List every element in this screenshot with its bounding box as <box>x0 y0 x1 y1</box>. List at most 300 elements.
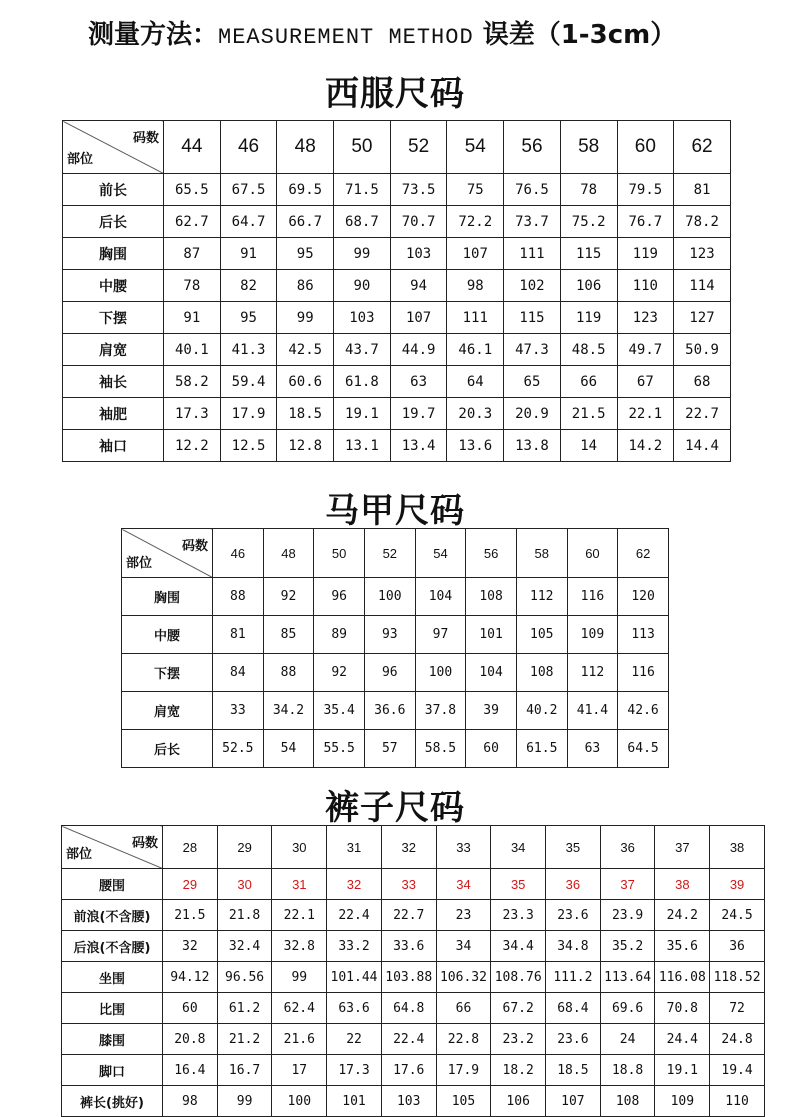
value-cell: 108 <box>516 654 567 692</box>
value-cell: 21.2 <box>217 1024 272 1055</box>
value-cell: 100 <box>364 578 415 616</box>
value-cell: 66.7 <box>277 206 334 238</box>
table-row <box>63 334 731 366</box>
value-cell: 12.2 <box>164 430 221 462</box>
value-cell: 34.4 <box>491 931 546 962</box>
value-cell: 39 <box>710 869 765 900</box>
corner-size-label: 码数 <box>181 539 208 554</box>
value-cell: 32 <box>163 931 218 962</box>
value-cell: 107 <box>390 302 447 334</box>
value-cell: 69.5 <box>277 174 334 206</box>
vest-size-table <box>121 528 669 768</box>
size-header-cell: 37 <box>655 826 710 869</box>
value-cell: 70.8 <box>655 993 710 1024</box>
value-cell: 16.7 <box>217 1055 272 1086</box>
value-cell: 116 <box>618 654 669 692</box>
value-cell: 65.5 <box>164 174 221 206</box>
size-header-cell: 46 <box>220 121 277 174</box>
value-cell: 35 <box>491 869 546 900</box>
value-cell: 105 <box>516 616 567 654</box>
size-header-cell: 29 <box>217 826 272 869</box>
value-cell: 58.2 <box>164 366 221 398</box>
value-cell: 98 <box>447 270 504 302</box>
value-cell: 68 <box>674 366 731 398</box>
value-cell: 112 <box>516 578 567 616</box>
row-label: 中腰 <box>63 270 164 302</box>
value-cell: 108.76 <box>491 962 546 993</box>
value-cell: 13.6 <box>447 430 504 462</box>
value-cell: 78.2 <box>674 206 731 238</box>
value-cell: 46.1 <box>447 334 504 366</box>
table-row <box>62 1024 765 1055</box>
value-cell: 44.9 <box>390 334 447 366</box>
value-cell: 85 <box>263 616 314 654</box>
value-cell: 22.4 <box>381 1024 436 1055</box>
table-row <box>63 206 731 238</box>
value-cell: 118.52 <box>710 962 765 993</box>
value-cell: 111 <box>447 302 504 334</box>
value-cell: 67 <box>617 366 674 398</box>
value-cell: 109 <box>655 1086 710 1117</box>
value-cell: 91 <box>164 302 221 334</box>
value-cell: 12.8 <box>277 430 334 462</box>
value-cell: 60 <box>466 730 517 768</box>
value-cell: 106.32 <box>436 962 491 993</box>
table-row <box>63 302 731 334</box>
value-cell: 68.7 <box>334 206 391 238</box>
value-cell: 127 <box>674 302 731 334</box>
value-cell: 99 <box>217 1086 272 1117</box>
value-cell: 18.2 <box>491 1055 546 1086</box>
table-row <box>62 900 765 931</box>
value-cell: 92 <box>314 654 365 692</box>
value-cell: 47.3 <box>504 334 561 366</box>
value-cell: 106 <box>491 1086 546 1117</box>
size-header-cell: 46 <box>213 529 264 578</box>
value-cell: 24.2 <box>655 900 710 931</box>
header-label: 测量方法： <box>88 20 219 50</box>
value-cell: 95 <box>277 238 334 270</box>
value-cell: 32.4 <box>217 931 272 962</box>
value-cell: 59.4 <box>220 366 277 398</box>
value-cell: 14.4 <box>674 430 731 462</box>
value-cell: 88 <box>213 578 264 616</box>
value-cell: 22.1 <box>272 900 327 931</box>
value-cell: 21.5 <box>560 398 617 430</box>
value-cell: 14.2 <box>617 430 674 462</box>
value-cell: 17.3 <box>164 398 221 430</box>
value-cell: 67.5 <box>220 174 277 206</box>
value-cell: 114 <box>674 270 731 302</box>
value-cell: 21.5 <box>163 900 218 931</box>
value-cell: 23.9 <box>600 900 655 931</box>
size-header-cell: 38 <box>710 826 765 869</box>
value-cell: 101 <box>466 616 517 654</box>
value-cell: 40.1 <box>164 334 221 366</box>
size-header-row <box>63 121 731 174</box>
size-header-cell: 56 <box>504 121 561 174</box>
value-cell: 62.7 <box>164 206 221 238</box>
value-cell: 64.8 <box>381 993 436 1024</box>
value-cell: 34.2 <box>263 692 314 730</box>
value-cell: 34 <box>436 931 491 962</box>
value-cell: 75 <box>447 174 504 206</box>
value-cell: 68.4 <box>546 993 601 1024</box>
size-header-cell: 44 <box>164 121 221 174</box>
table-row <box>63 366 731 398</box>
value-cell: 22.7 <box>674 398 731 430</box>
value-cell: 18.5 <box>546 1055 601 1086</box>
size-header-cell: 54 <box>447 121 504 174</box>
value-cell: 39 <box>466 692 517 730</box>
value-cell: 95 <box>220 302 277 334</box>
measurement-header <box>88 14 676 51</box>
value-cell: 20.3 <box>447 398 504 430</box>
corner-cell <box>63 121 164 174</box>
size-header-cell: 48 <box>263 529 314 578</box>
value-cell: 20.9 <box>504 398 561 430</box>
row-label: 膝围 <box>62 1024 163 1055</box>
value-cell: 115 <box>504 302 561 334</box>
row-label: 胸围 <box>63 238 164 270</box>
value-cell: 64.7 <box>220 206 277 238</box>
value-cell: 33 <box>213 692 264 730</box>
value-cell: 113 <box>618 616 669 654</box>
corner-size-label: 码数 <box>131 836 158 851</box>
size-header-cell: 50 <box>314 529 365 578</box>
value-cell: 22.4 <box>327 900 382 931</box>
value-cell: 38 <box>655 869 710 900</box>
value-cell: 21.8 <box>217 900 272 931</box>
value-cell: 123 <box>674 238 731 270</box>
corner-size-label: 码数 <box>132 131 159 146</box>
size-header-cell: 36 <box>600 826 655 869</box>
value-cell: 23.2 <box>491 1024 546 1055</box>
value-cell: 101.44 <box>327 962 382 993</box>
value-cell: 91 <box>220 238 277 270</box>
row-label: 肩宽 <box>122 692 213 730</box>
value-cell: 17.6 <box>381 1055 436 1086</box>
value-cell: 13.8 <box>504 430 561 462</box>
table-row <box>62 931 765 962</box>
value-cell: 22 <box>327 1024 382 1055</box>
value-cell: 103 <box>334 302 391 334</box>
value-cell: 78 <box>164 270 221 302</box>
size-header-cell: 62 <box>618 529 669 578</box>
value-cell: 84 <box>213 654 264 692</box>
value-cell: 33 <box>381 869 436 900</box>
value-cell: 119 <box>560 302 617 334</box>
value-cell: 48.5 <box>560 334 617 366</box>
value-cell: 41.3 <box>220 334 277 366</box>
table-row <box>63 238 731 270</box>
value-cell: 18.8 <box>600 1055 655 1086</box>
value-cell: 58.5 <box>415 730 466 768</box>
value-cell: 72 <box>710 993 765 1024</box>
table-row <box>62 993 765 1024</box>
value-cell: 97 <box>415 616 466 654</box>
value-cell: 61.2 <box>217 993 272 1024</box>
value-cell: 17.9 <box>436 1055 491 1086</box>
row-label: 袖口 <box>63 430 164 462</box>
value-cell: 37.8 <box>415 692 466 730</box>
value-cell: 106 <box>560 270 617 302</box>
row-label: 裤长(挑好) <box>62 1086 163 1117</box>
value-cell: 100 <box>272 1086 327 1117</box>
row-label: 比围 <box>62 993 163 1024</box>
size-header-cell: 56 <box>466 529 517 578</box>
value-cell: 24 <box>600 1024 655 1055</box>
value-cell: 107 <box>447 238 504 270</box>
value-cell: 37 <box>600 869 655 900</box>
size-header-cell: 50 <box>334 121 391 174</box>
row-label: 肩宽 <box>63 334 164 366</box>
value-cell: 79.5 <box>617 174 674 206</box>
value-cell: 103 <box>390 238 447 270</box>
value-cell: 19.1 <box>655 1055 710 1086</box>
size-header-cell: 33 <box>436 826 491 869</box>
value-cell: 99 <box>334 238 391 270</box>
value-cell: 112 <box>567 654 618 692</box>
value-cell: 17 <box>272 1055 327 1086</box>
value-cell: 18.5 <box>277 398 334 430</box>
value-cell: 32.8 <box>272 931 327 962</box>
row-label: 腰围 <box>62 869 163 900</box>
value-cell: 24.4 <box>655 1024 710 1055</box>
value-cell: 20.8 <box>163 1024 218 1055</box>
pants-title: 裤子尺码 <box>325 788 465 828</box>
value-cell: 76.7 <box>617 206 674 238</box>
value-cell: 65 <box>504 366 561 398</box>
corner-part-label: 部位 <box>67 152 94 167</box>
value-cell: 42.6 <box>618 692 669 730</box>
value-cell: 78 <box>560 174 617 206</box>
size-header-cell: 30 <box>272 826 327 869</box>
row-label: 下摆 <box>63 302 164 334</box>
value-cell: 31 <box>272 869 327 900</box>
value-cell: 89 <box>314 616 365 654</box>
value-cell: 105 <box>436 1086 491 1117</box>
size-header-cell: 31 <box>327 826 382 869</box>
value-cell: 35.4 <box>314 692 365 730</box>
value-cell: 116.08 <box>655 962 710 993</box>
size-header-cell: 54 <box>415 529 466 578</box>
value-cell: 17.3 <box>327 1055 382 1086</box>
value-cell: 94 <box>390 270 447 302</box>
value-cell: 22.7 <box>381 900 436 931</box>
size-header-cell: 32 <box>381 826 436 869</box>
value-cell: 94.12 <box>163 962 218 993</box>
value-cell: 22.8 <box>436 1024 491 1055</box>
value-cell: 63.6 <box>327 993 382 1024</box>
value-cell: 66 <box>560 366 617 398</box>
value-cell: 23.6 <box>546 1024 601 1055</box>
table-row <box>122 654 669 692</box>
size-header-cell: 52 <box>364 529 415 578</box>
value-cell: 57 <box>364 730 415 768</box>
value-cell: 32 <box>327 869 382 900</box>
value-cell: 17.9 <box>220 398 277 430</box>
row-label: 后浪(不含腰) <box>62 931 163 962</box>
row-label: 脚口 <box>62 1055 163 1086</box>
table-row <box>122 692 669 730</box>
value-cell: 98 <box>163 1086 218 1117</box>
value-cell: 23.3 <box>491 900 546 931</box>
value-cell: 19.4 <box>710 1055 765 1086</box>
size-header-cell: 34 <box>491 826 546 869</box>
row-label: 袖肥 <box>63 398 164 430</box>
value-cell: 33.6 <box>381 931 436 962</box>
value-cell: 35.2 <box>600 931 655 962</box>
value-cell: 33.2 <box>327 931 382 962</box>
row-label: 前长 <box>63 174 164 206</box>
value-cell: 23 <box>436 900 491 931</box>
value-cell: 100 <box>415 654 466 692</box>
corner-part-label: 部位 <box>66 847 93 862</box>
value-cell: 54 <box>263 730 314 768</box>
value-cell: 64.5 <box>618 730 669 768</box>
value-cell: 52.5 <box>213 730 264 768</box>
value-cell: 29 <box>163 869 218 900</box>
size-header-cell: 58 <box>560 121 617 174</box>
value-cell: 36 <box>546 869 601 900</box>
table-row <box>122 730 669 768</box>
value-cell: 73.5 <box>390 174 447 206</box>
value-cell: 13.1 <box>334 430 391 462</box>
value-cell: 19.7 <box>390 398 447 430</box>
value-cell: 66 <box>436 993 491 1024</box>
row-label: 后长 <box>63 206 164 238</box>
value-cell: 62.4 <box>272 993 327 1024</box>
value-cell: 92 <box>263 578 314 616</box>
row-label: 前浪(不含腰) <box>62 900 163 931</box>
table-row <box>62 962 765 993</box>
value-cell: 72.2 <box>447 206 504 238</box>
value-cell: 81 <box>674 174 731 206</box>
table-row <box>62 1086 765 1117</box>
value-cell: 99 <box>277 302 334 334</box>
table-row <box>63 398 731 430</box>
value-cell: 111 <box>504 238 561 270</box>
value-cell: 19.1 <box>334 398 391 430</box>
value-cell: 104 <box>415 578 466 616</box>
size-header-cell: 48 <box>277 121 334 174</box>
value-cell: 67.2 <box>491 993 546 1024</box>
row-label: 胸围 <box>122 578 213 616</box>
value-cell: 107 <box>546 1086 601 1117</box>
value-cell: 116 <box>567 578 618 616</box>
value-cell: 24.8 <box>710 1024 765 1055</box>
size-header-cell: 62 <box>674 121 731 174</box>
value-cell: 41.4 <box>567 692 618 730</box>
value-cell: 63 <box>390 366 447 398</box>
value-cell: 87 <box>164 238 221 270</box>
value-cell: 81 <box>213 616 264 654</box>
value-cell: 22.1 <box>617 398 674 430</box>
value-cell: 60.6 <box>277 366 334 398</box>
value-cell: 119 <box>617 238 674 270</box>
value-cell: 36 <box>710 931 765 962</box>
corner-part-label: 部位 <box>126 556 153 571</box>
size-header-cell: 28 <box>163 826 218 869</box>
value-cell: 40.2 <box>516 692 567 730</box>
table-row <box>122 616 669 654</box>
size-header-cell: 60 <box>567 529 618 578</box>
value-cell: 103 <box>381 1086 436 1117</box>
size-header-cell: 58 <box>516 529 567 578</box>
value-cell: 63 <box>567 730 618 768</box>
value-cell: 110 <box>617 270 674 302</box>
value-cell: 75.2 <box>560 206 617 238</box>
value-cell: 61.8 <box>334 366 391 398</box>
suit-title: 西服尺码 <box>325 74 465 114</box>
suit-size-table <box>62 120 731 462</box>
row-label: 袖长 <box>63 366 164 398</box>
value-cell: 23.6 <box>546 900 601 931</box>
row-label: 坐围 <box>62 962 163 993</box>
value-cell: 86 <box>277 270 334 302</box>
table-row <box>62 869 765 900</box>
value-cell: 108 <box>466 578 517 616</box>
value-cell: 34 <box>436 869 491 900</box>
value-cell: 55.5 <box>314 730 365 768</box>
row-label: 下摆 <box>122 654 213 692</box>
size-header-cell: 52 <box>390 121 447 174</box>
value-cell: 24.5 <box>710 900 765 931</box>
value-cell: 101 <box>327 1086 382 1117</box>
value-cell: 49.7 <box>617 334 674 366</box>
value-cell: 36.6 <box>364 692 415 730</box>
corner-cell <box>62 826 163 869</box>
value-cell: 109 <box>567 616 618 654</box>
size-header-row <box>62 826 765 869</box>
value-cell: 102 <box>504 270 561 302</box>
value-cell: 120 <box>618 578 669 616</box>
value-cell: 69.6 <box>600 993 655 1024</box>
value-cell: 34.8 <box>546 931 601 962</box>
value-cell: 60 <box>163 993 218 1024</box>
value-cell: 90 <box>334 270 391 302</box>
header-method: MEASUREMENT METHOD <box>218 25 474 50</box>
value-cell: 61.5 <box>516 730 567 768</box>
value-cell: 42.5 <box>277 334 334 366</box>
value-cell: 110 <box>710 1086 765 1117</box>
size-header-row <box>122 529 669 578</box>
pants-size-table <box>61 825 765 1117</box>
value-cell: 111.2 <box>546 962 601 993</box>
value-cell: 96.56 <box>217 962 272 993</box>
value-cell: 113.64 <box>600 962 655 993</box>
vest-title: 马甲尺码 <box>325 491 465 531</box>
value-cell: 103.88 <box>381 962 436 993</box>
table-row <box>63 270 731 302</box>
table-row <box>63 174 731 206</box>
value-cell: 21.6 <box>272 1024 327 1055</box>
value-cell: 76.5 <box>504 174 561 206</box>
value-cell: 35.6 <box>655 931 710 962</box>
table-row <box>122 578 669 616</box>
value-cell: 12.5 <box>220 430 277 462</box>
value-cell: 104 <box>466 654 517 692</box>
value-cell: 64 <box>447 366 504 398</box>
value-cell: 123 <box>617 302 674 334</box>
value-cell: 88 <box>263 654 314 692</box>
value-cell: 30 <box>217 869 272 900</box>
corner-cell <box>122 529 213 578</box>
table-row <box>63 430 731 462</box>
value-cell: 99 <box>272 962 327 993</box>
value-cell: 82 <box>220 270 277 302</box>
